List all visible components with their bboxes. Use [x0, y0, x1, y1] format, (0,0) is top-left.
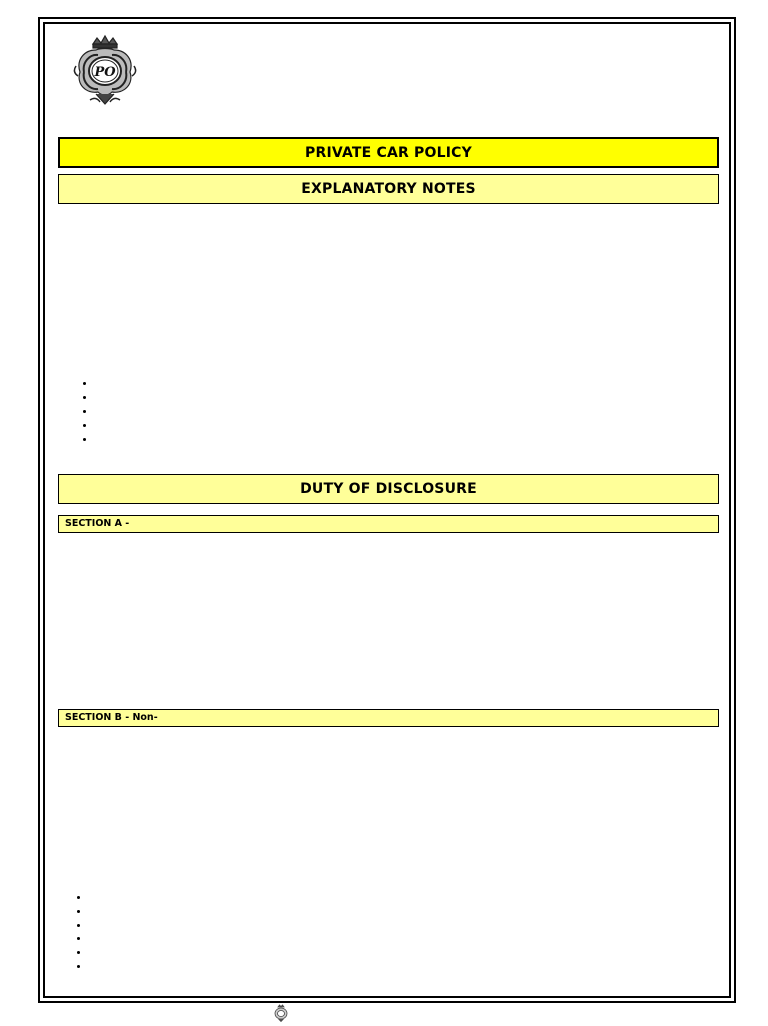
explanatory-notes-banner	[58, 174, 719, 204]
section-b-header	[58, 709, 719, 727]
policy-title-banner	[58, 137, 719, 168]
section-b-label: SECTION B - Non-	[65, 712, 158, 723]
section-a-label: SECTION A -	[65, 518, 130, 529]
svg-text:PO: PO	[94, 65, 116, 80]
explanatory-notes-title: EXPLANATORY NOTES	[301, 181, 476, 197]
crest-emblem-icon	[272, 1004, 290, 1022]
policy-title: PRIVATE CAR POLICY	[305, 144, 472, 161]
page-border-inner	[43, 22, 731, 998]
duty-of-disclosure-banner	[58, 474, 719, 504]
duty-of-disclosure-title: DUTY OF DISCLOSURE	[300, 481, 477, 497]
crest-logo-icon	[66, 30, 144, 108]
section-a-header	[58, 515, 719, 533]
